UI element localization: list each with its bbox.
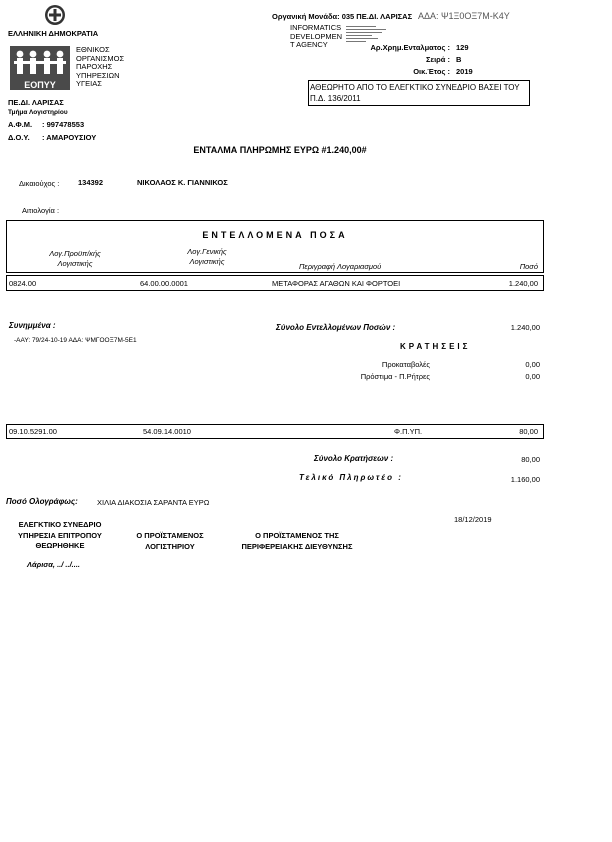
office-name: ΠΕ.ΔΙ. ΛΑΡΙΣΑΣ xyxy=(8,98,64,107)
regional-line: Ο ΠΡΟΪΣΤΑΜΕΝΟΣ ΤΗΣ xyxy=(255,531,339,540)
fines-label: Πρόστιμα - Π.Ρήτρες xyxy=(360,372,430,381)
col-header-line: Λογ.Προϋπ/κής xyxy=(49,249,101,258)
regional-line: ΠΕΡΙΦΕΡΕΙΑΚΗΣ ΔΙΕΥΘΥΝΣΗΣ xyxy=(241,541,353,551)
court-signature xyxy=(10,520,110,552)
beneficiary-code: 134392 xyxy=(78,178,104,187)
year-value: 2019 xyxy=(456,67,473,76)
justification-label: Αιτιολογία : xyxy=(22,206,60,215)
deduction-amount: 80,00 xyxy=(519,427,538,436)
year-label: Οικ.Έτος : xyxy=(413,67,450,76)
row-amount: 1.240,00 xyxy=(508,279,538,288)
idika-line: T AGENCY xyxy=(290,40,328,49)
beneficiary-name: ΝΙΚΟΛΑΟΣ Κ. ΓΙΑΝΝΙΚΟΣ xyxy=(137,178,228,187)
state-name: ΕΛΛΗΝΙΚΗ ΔΗΜΟΚΡΑΤΙΑ xyxy=(8,29,99,38)
deductions-total-label: Σύνολο Κρατήσεων : xyxy=(314,454,394,463)
court-line: ΥΠΗΡΕΣΙΑ ΕΠΙΤΡΟΠΟΥ xyxy=(18,530,102,540)
final-payable-value: 1.160,00 xyxy=(510,475,540,484)
court-line: ΘΕΩΡΗΘΗΚΕ xyxy=(35,541,85,550)
advances-value: 0,00 xyxy=(525,360,540,369)
idika-line: DEVELOPMEN xyxy=(290,31,343,41)
voucher-no-value: 129 xyxy=(456,43,469,52)
ada-stamp: ΑΔΑ: Ψ1Ξ0ΟΞ7Μ-Κ4Υ xyxy=(418,11,510,21)
afm-value: : 997478553 xyxy=(42,120,85,129)
accounting-line: Ο ΠΡΟΪΣΤΑΜΕΝΟΣ xyxy=(136,531,204,540)
department-name: Τμήμα Λογιστηρίου xyxy=(8,109,68,116)
total-ordered-value: 1.240,00 xyxy=(510,323,540,332)
col-header-line: Λογιστικής xyxy=(189,257,225,266)
accounting-signature xyxy=(130,531,210,552)
amount-words-value: ΧΙΛΙΑ ΔΙΑΚΟΣΙΑ ΣΑΡΑΝΤΑ ΕΥΡΩ xyxy=(97,498,210,507)
voucher-no-label: Αρ.Χρημ.Ενταλματος : xyxy=(370,43,450,52)
org-name-line: ΕΘΝΙΚΟΣ xyxy=(76,45,110,54)
deductions-title: ΚΡΑΤΗΣΕΙΣ xyxy=(400,342,471,351)
advances-label: Προκαταβολές xyxy=(381,360,430,369)
org-name-line: ΟΡΓΑΝΙΣΜΟΣ xyxy=(76,53,125,63)
eopyy-logo xyxy=(10,46,70,90)
org-name xyxy=(76,46,124,89)
org-name-line: ΥΓΕΙΑΣ xyxy=(76,79,102,89)
series-value: Β xyxy=(456,55,462,64)
final-payable-label: Τελικό Πληρωτέο : xyxy=(299,473,403,482)
page-title: ΕΝΤΑΛΜΑ ΠΛΗΡΩΜΗΣ ΕΥΡΩ #1.240,00# xyxy=(193,145,367,155)
beneficiary-label: Δικαιούχος : xyxy=(19,179,60,188)
col-header-line: Λογιστικής xyxy=(57,259,93,268)
idika-line: INFORMATICS xyxy=(290,23,342,32)
row-general-code: 64.00.00.0001 xyxy=(140,279,188,288)
approval-text: ΑΘΕΩΡΗΤΟ ΑΠΟ ΤΟ ΕΛΕΓΚΤΙΚΟ ΣΥΝΕΔΡΙΟ ΒΑΣΕΙ ΤΟΥ Π.Δ. 136/2011 xyxy=(310,83,520,103)
logo-text: ΕΟΠΥΥ xyxy=(10,80,70,90)
accounting-line: ΛΟΓΙΣΤΗΡΙΟΥ xyxy=(145,541,195,551)
court-line: ΕΛΕΓΚΤΙΚΟ ΣΥΝΕΔΡΙΟ xyxy=(18,520,102,529)
greek-emblem-icon xyxy=(44,4,66,26)
ordered-section-title: ΕΝΤΕΛΛΟΜΕΝΑ ΠΟΣΑ xyxy=(202,230,348,240)
series-label: Σειρά : xyxy=(426,55,450,64)
col-header-line: Λογ.Γενικής xyxy=(187,247,227,256)
deduction-general-code: 54.09.14.0010 xyxy=(143,427,191,436)
doy-label: Δ.Ο.Υ. xyxy=(8,133,30,142)
deductions-total-value: 80,00 xyxy=(521,455,540,464)
total-ordered-label: Σύνολο Εντελλομένων Ποσών : xyxy=(276,323,396,332)
org-name-line: ΥΠΗΡΕΣΙΩΝ xyxy=(76,70,120,80)
place-date: Λάρισα, ../ ../.... xyxy=(27,560,80,569)
row-description: ΜΕΤΑΦΟΡΑΣ ΑΓΑΘΩΝ ΚΑΙ ΦΟΡΤΟΕΙ xyxy=(272,279,401,288)
col-budget-accounting xyxy=(30,249,120,269)
regional-signature xyxy=(222,531,372,552)
attachments-label: Συνημμένα : xyxy=(9,321,56,330)
amount-words-label: Ποσό Ολογράφως: xyxy=(6,497,78,506)
row-budget-code: 0824.00 xyxy=(9,279,37,288)
doy-value: : ΑΜΑΡΟΥΣΙΟΥ xyxy=(42,133,97,142)
col-general-accounting xyxy=(162,247,252,267)
col-description: Περιγραφή Λογαριασμού xyxy=(299,262,382,271)
attachments-text: -ΑΑΥ: 79/24-10-19 ΑΔΑ: ΨΜΓΟΟΞ7Μ-5Ε1 xyxy=(14,337,137,344)
deduction-budget-code: 09.10.5291.00 xyxy=(9,427,57,436)
unit-line: Οργανική Μονάδα: 035 ΠΕ.ΔΙ. ΛΑΡΙΣΑΣ xyxy=(272,12,413,21)
approval-box xyxy=(308,80,530,106)
fines-value: 0,00 xyxy=(525,372,540,381)
col-amount: Ποσό xyxy=(519,262,538,271)
people-logo-icon xyxy=(10,46,70,80)
deduction-description: Φ.Π.ΥΠ. xyxy=(394,427,423,436)
org-name-line: ΠΑΡΟΧΗΣ xyxy=(76,62,113,72)
afm-label: Α.Φ.Μ. xyxy=(8,120,33,129)
signature-date: 18/12/2019 xyxy=(454,515,492,524)
